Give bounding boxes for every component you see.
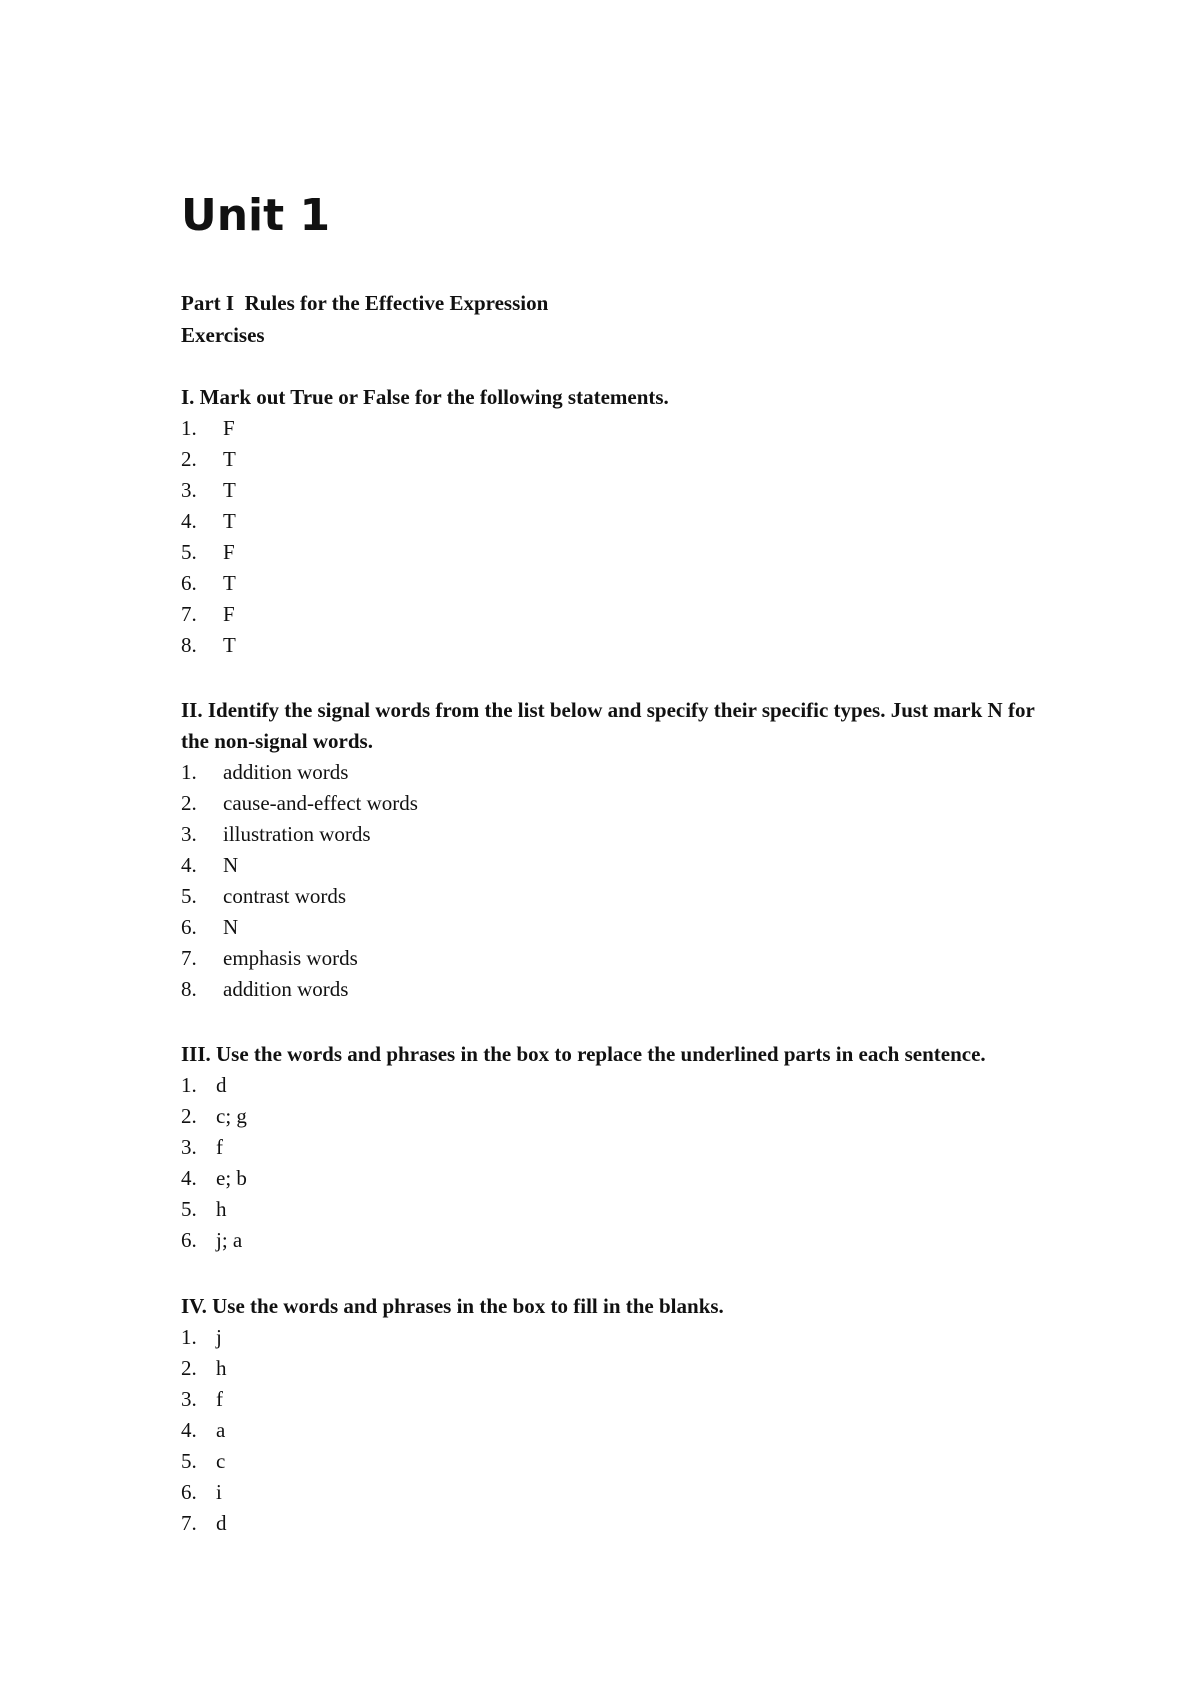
- section-fill-blanks: [181, 1291, 1061, 1539]
- answer-item: [181, 1415, 1061, 1446]
- answer-number: 7.: [181, 1511, 197, 1535]
- answer-text: contrast words: [223, 884, 347, 908]
- answer-item: [181, 1446, 1061, 1477]
- answer-item: [181, 757, 1061, 788]
- answer-text: T: [223, 571, 236, 595]
- answer-number: 2.: [181, 447, 197, 471]
- answer-item: [181, 850, 1061, 881]
- answer-item: [181, 537, 1061, 568]
- answer-number: 1.: [181, 1073, 197, 1097]
- answer-number: 5.: [181, 540, 197, 564]
- section-true-false: [181, 382, 1061, 661]
- answer-number: 3.: [181, 1135, 197, 1159]
- answer-text: illustration words: [223, 822, 371, 846]
- answer-item: [181, 1163, 1061, 1194]
- answer-item: [181, 788, 1061, 819]
- section-signal-words: [181, 695, 1061, 1005]
- answer-item: [181, 568, 1061, 599]
- answer-item: [181, 1132, 1061, 1163]
- answer-list: [181, 1322, 1061, 1539]
- answer-text: addition words: [223, 760, 349, 784]
- answer-item: [181, 1070, 1061, 1101]
- section-heading: IV. Use the words and phrases in the box to fill in the blanks.: [181, 1294, 724, 1318]
- answer-text: d: [216, 1511, 227, 1535]
- answer-number: 6.: [181, 915, 197, 939]
- answer-text: T: [223, 447, 236, 471]
- answer-item: [181, 881, 1061, 912]
- answer-text: j: [216, 1325, 222, 1349]
- answer-item: [181, 444, 1061, 475]
- answer-list: [181, 1070, 1061, 1256]
- answer-text: T: [223, 478, 236, 502]
- answer-item: [181, 819, 1061, 850]
- answer-number: 8.: [181, 633, 197, 657]
- answer-item: [181, 974, 1061, 1005]
- answer-number: 6.: [181, 571, 197, 595]
- answer-number: 2.: [181, 1356, 197, 1380]
- unit-title: Unit 1: [181, 190, 331, 241]
- answer-item: [181, 630, 1061, 661]
- exercises-label: Exercises: [181, 323, 265, 347]
- answer-text: e; b: [216, 1166, 247, 1190]
- section-heading: II. Identify the signal words from the list below and specify their specific types. Just mark N for the non-signal words.: [181, 698, 1035, 753]
- answer-text: T: [223, 509, 236, 533]
- answer-number: 5.: [181, 1197, 197, 1221]
- answer-number: 8.: [181, 977, 197, 1001]
- answer-item: [181, 506, 1061, 537]
- answer-number: 1.: [181, 416, 197, 440]
- answer-number: 3.: [181, 1387, 197, 1411]
- answer-text: c: [216, 1449, 226, 1473]
- answer-text: N: [223, 853, 239, 877]
- answer-text: F: [223, 416, 235, 440]
- answer-text: F: [223, 602, 235, 626]
- answer-text: d: [216, 1073, 227, 1097]
- answer-text: c; g: [216, 1104, 247, 1128]
- answer-text: F: [223, 540, 235, 564]
- answer-number: 2.: [181, 1104, 197, 1128]
- answer-number: 6.: [181, 1228, 197, 1252]
- answer-number: 3.: [181, 822, 197, 846]
- answer-text: h: [216, 1356, 227, 1380]
- answer-list: [181, 757, 1061, 1005]
- answer-item: [181, 1508, 1061, 1539]
- answer-number: 4.: [181, 1418, 197, 1442]
- answer-item: [181, 1101, 1061, 1132]
- answer-text: f: [216, 1135, 223, 1159]
- answer-item: [181, 912, 1061, 943]
- answer-item: [181, 599, 1061, 630]
- answer-item: [181, 1353, 1061, 1384]
- answer-number: 6.: [181, 1480, 197, 1504]
- answer-text: a: [216, 1418, 226, 1442]
- answer-number: 4.: [181, 1166, 197, 1190]
- answer-item: [181, 413, 1061, 444]
- answer-number: 7.: [181, 602, 197, 626]
- answer-text: T: [223, 633, 236, 657]
- answer-text: f: [216, 1387, 223, 1411]
- answer-number: 1.: [181, 760, 197, 784]
- section-heading: I. Mark out True or False for the following statements.: [181, 385, 669, 409]
- answer-item: [181, 1384, 1061, 1415]
- answer-number: 4.: [181, 853, 197, 877]
- answer-text: h: [216, 1197, 227, 1221]
- answer-item: [181, 1477, 1061, 1508]
- answer-text: N: [223, 915, 239, 939]
- answer-number: 4.: [181, 509, 197, 533]
- answer-number: 7.: [181, 946, 197, 970]
- part-title: Part I Rules for the Effective Expression: [181, 291, 549, 315]
- answer-item: [181, 943, 1061, 974]
- answer-number: 5.: [181, 1449, 197, 1473]
- answer-item: [181, 475, 1061, 506]
- answer-number: 5.: [181, 884, 197, 908]
- answer-text: emphasis words: [223, 946, 358, 970]
- answer-text: addition words: [223, 977, 349, 1001]
- answer-item: [181, 1194, 1061, 1225]
- answer-text: j; a: [216, 1228, 243, 1252]
- answer-item: [181, 1225, 1061, 1256]
- answer-number: 1.: [181, 1325, 197, 1349]
- answer-text: cause-and-effect words: [223, 791, 418, 815]
- answer-list: [181, 413, 1061, 661]
- answer-item: [181, 1322, 1061, 1353]
- section-replace-underlined: [181, 1039, 1061, 1256]
- answer-number: 2.: [181, 791, 197, 815]
- section-heading: III. Use the words and phrases in the box to replace the underlined parts in each sentence.: [181, 1042, 986, 1066]
- answer-text: i: [216, 1480, 222, 1504]
- answer-number: 3.: [181, 478, 197, 502]
